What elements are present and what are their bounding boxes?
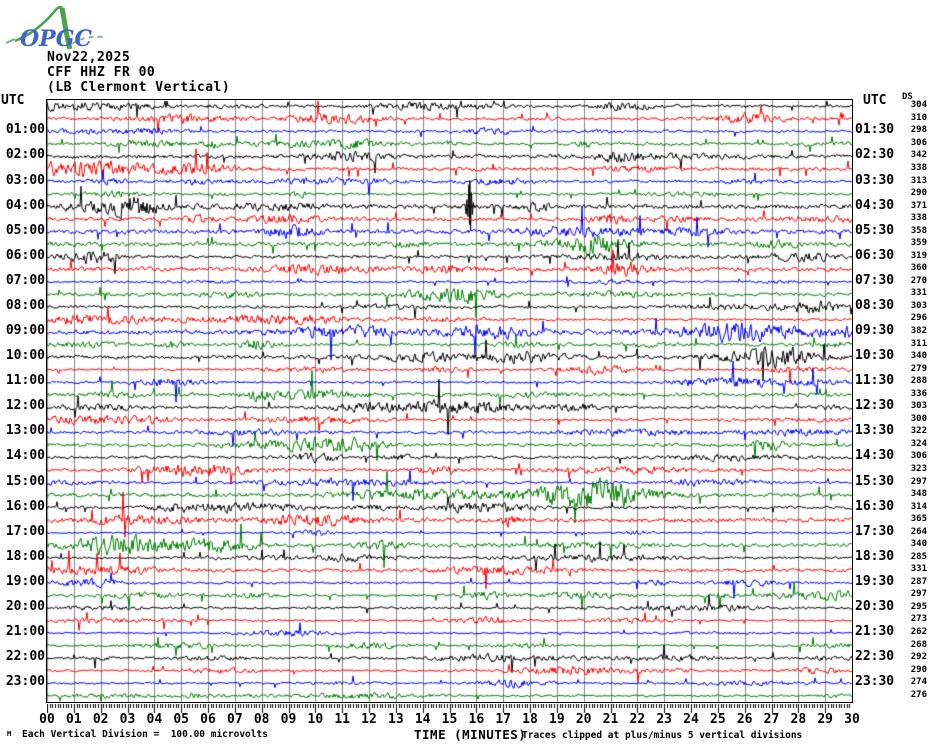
right-time-label: 14:30 <box>855 448 895 464</box>
ds-value: 322 <box>910 426 927 437</box>
left-time-label: 06:00 <box>5 247 45 263</box>
title-station: CFF HHZ FR 00 <box>47 65 156 80</box>
left-time-label: 14:00 <box>5 448 45 464</box>
right-time-label: 17:30 <box>855 523 895 539</box>
right-time-label: 21:30 <box>855 624 895 640</box>
ds-value: 279 <box>910 363 927 374</box>
left-time-label: 08:00 <box>5 297 45 313</box>
logo-dash-left <box>6 39 15 43</box>
left-time-label: 04:00 <box>5 197 45 213</box>
minute-tick-label: 20 <box>575 712 592 727</box>
right-time-label: 19:30 <box>855 573 895 589</box>
time-axis-title: TIME (MINUTES) <box>414 727 527 742</box>
ds-value: 324 <box>910 438 927 449</box>
seismogram-traces-canvas <box>47 100 852 702</box>
minute-tick-label: 14 <box>414 712 431 727</box>
right-time-label: 12:30 <box>855 398 895 414</box>
left-time-label: 19:00 <box>5 573 45 589</box>
minute-tick-label: 10 <box>307 712 324 727</box>
scale-note: Each Vertical Division = 100.00 microvolts <box>22 729 268 740</box>
right-time-label: 16:30 <box>855 498 895 514</box>
ds-value: 319 <box>910 250 927 261</box>
left-time-label: 03:00 <box>5 172 45 188</box>
utc-label-right: UTC <box>863 93 887 108</box>
minute-tick-label: 15 <box>441 712 458 727</box>
minute-tick-label: 08 <box>253 712 270 727</box>
right-time-label: 05:30 <box>855 222 895 238</box>
left-time-label: 15:00 <box>5 473 45 489</box>
ds-value: 313 <box>910 175 927 186</box>
ds-value: 336 <box>910 388 927 399</box>
minute-tick-label: 29 <box>817 712 833 727</box>
utc-label-left: UTC <box>1 93 25 108</box>
ds-value: 276 <box>910 689 927 700</box>
left-time-label: 21:00 <box>5 624 45 640</box>
ds-value: 306 <box>910 137 927 148</box>
ds-value: 297 <box>910 476 927 487</box>
ds-value: 270 <box>910 275 927 286</box>
ds-value: 296 <box>910 313 927 324</box>
minute-tick-label: 18 <box>522 712 538 727</box>
clip-note: Traces clipped at plus/minus 5 vertical divisions <box>522 730 803 741</box>
right-time-label: 08:30 <box>855 297 895 313</box>
plot-box <box>46 99 853 703</box>
ds-value: 300 <box>910 413 927 424</box>
ds-value: 306 <box>910 451 927 462</box>
ds-value: 348 <box>910 489 927 500</box>
minute-tick-label: 28 <box>790 712 807 727</box>
ds-value: 311 <box>910 338 927 349</box>
ds-value: 262 <box>910 627 927 638</box>
minute-tick-label: 30 <box>844 712 860 727</box>
title-date: Nov22,2025 <box>47 50 131 65</box>
minute-tick-label: 23 <box>656 712 672 727</box>
right-time-label: 11:30 <box>855 373 895 389</box>
ds-value: 310 <box>910 112 927 123</box>
minute-tick-label: 00 <box>39 712 55 727</box>
minute-tick-label: 19 <box>549 712 565 727</box>
ds-value: 323 <box>910 463 927 474</box>
ds-value: 338 <box>910 213 927 224</box>
minute-tick-label: 27 <box>763 712 780 727</box>
right-time-label: 15:30 <box>855 473 895 489</box>
right-time-label: 04:30 <box>855 197 895 213</box>
minute-tick-label: 03 <box>119 712 136 727</box>
minute-tick-label: 13 <box>388 712 404 727</box>
right-time-label: 22:30 <box>855 649 895 665</box>
minute-tick-label: 17 <box>495 712 511 727</box>
left-time-label: 16:00 <box>5 498 45 514</box>
right-time-label: 13:30 <box>855 423 895 439</box>
left-time-label: 17:00 <box>5 523 45 539</box>
minute-tick-label: 25 <box>710 712 726 727</box>
ds-value: 274 <box>910 677 927 688</box>
ds-value: 268 <box>910 639 927 650</box>
ds-value: 290 <box>910 188 927 199</box>
ds-value: 359 <box>910 238 927 249</box>
left-time-label: 23:00 <box>5 674 45 690</box>
right-time-label: 23:30 <box>855 674 895 690</box>
ds-value: 264 <box>910 526 927 537</box>
minute-tick-label: 24 <box>683 712 699 727</box>
ds-value: 340 <box>910 351 927 362</box>
right-time-label: 20:30 <box>855 598 895 614</box>
left-time-label: 12:00 <box>5 398 45 414</box>
ds-value: 273 <box>910 614 927 625</box>
ds-value: 338 <box>910 162 927 173</box>
ds-value: 331 <box>910 288 927 299</box>
ds-value: 358 <box>910 225 927 236</box>
ds-value: 365 <box>910 514 927 525</box>
ds-value: 360 <box>910 263 927 274</box>
opgc-logo <box>4 2 110 56</box>
left-time-label: 09:00 <box>5 323 45 339</box>
left-time-label: 07:00 <box>5 272 45 288</box>
minute-tick-label: 06 <box>200 712 216 727</box>
right-time-label: 02:30 <box>855 147 895 163</box>
ds-value: 287 <box>910 576 927 587</box>
ds-value: 297 <box>910 589 927 600</box>
minute-tick-label: 02 <box>92 712 109 727</box>
ds-value: 295 <box>910 601 927 612</box>
left-time-label: 22:00 <box>5 649 45 665</box>
title-location: (LB Clermont Vertical) <box>47 80 231 95</box>
ds-value: 285 <box>910 551 927 562</box>
ds-value: 304 <box>910 100 927 111</box>
minute-tick-label: 09 <box>280 712 297 727</box>
minute-tick-label: 04 <box>146 712 163 727</box>
minute-tick-label: 26 <box>736 712 753 727</box>
left-time-label: 13:00 <box>5 423 45 439</box>
ds-value: 288 <box>910 376 927 387</box>
ds-value: 290 <box>910 664 927 675</box>
minute-tick-label: 21 <box>602 712 619 727</box>
minute-tick-label: 22 <box>629 712 646 727</box>
ds-value: 340 <box>910 539 927 550</box>
right-time-label: 07:30 <box>855 272 895 288</box>
minute-tick-label: 12 <box>361 712 377 727</box>
left-time-label: 20:00 <box>5 598 45 614</box>
logo-text: OPGC <box>20 26 93 52</box>
right-time-label: 01:30 <box>855 122 895 138</box>
ds-value: 298 <box>910 125 927 136</box>
left-time-label: 11:00 <box>5 373 45 389</box>
minute-tick-label: 16 <box>468 712 485 727</box>
ds-value: 314 <box>910 501 927 512</box>
ds-value: 371 <box>910 200 927 211</box>
left-time-label: 01:00 <box>5 122 45 138</box>
ds-value: 292 <box>910 652 927 663</box>
ds-header: DS <box>902 92 913 102</box>
corner-mark: M <box>7 730 12 738</box>
minute-tick-label: 01 <box>66 712 82 727</box>
ds-value: 303 <box>910 401 927 412</box>
ds-value: 342 <box>910 150 927 161</box>
ds-value: 382 <box>910 326 927 337</box>
right-time-label: 18:30 <box>855 548 895 564</box>
minute-tick-label: 05 <box>173 712 189 727</box>
title-block <box>47 50 230 95</box>
left-time-label: 05:00 <box>5 222 45 238</box>
right-time-label: 10:30 <box>855 348 895 364</box>
ds-value: 331 <box>910 564 927 575</box>
left-time-label: 02:00 <box>5 147 45 163</box>
right-time-label: 09:30 <box>855 323 895 339</box>
ds-value: 303 <box>910 300 927 311</box>
right-time-label: 03:30 <box>855 172 895 188</box>
left-time-label: 18:00 <box>5 548 45 564</box>
minute-tick-label: 11 <box>334 712 350 727</box>
minute-tick-label: 07 <box>227 712 243 727</box>
right-time-label: 06:30 <box>855 247 895 263</box>
left-time-label: 10:00 <box>5 348 45 364</box>
